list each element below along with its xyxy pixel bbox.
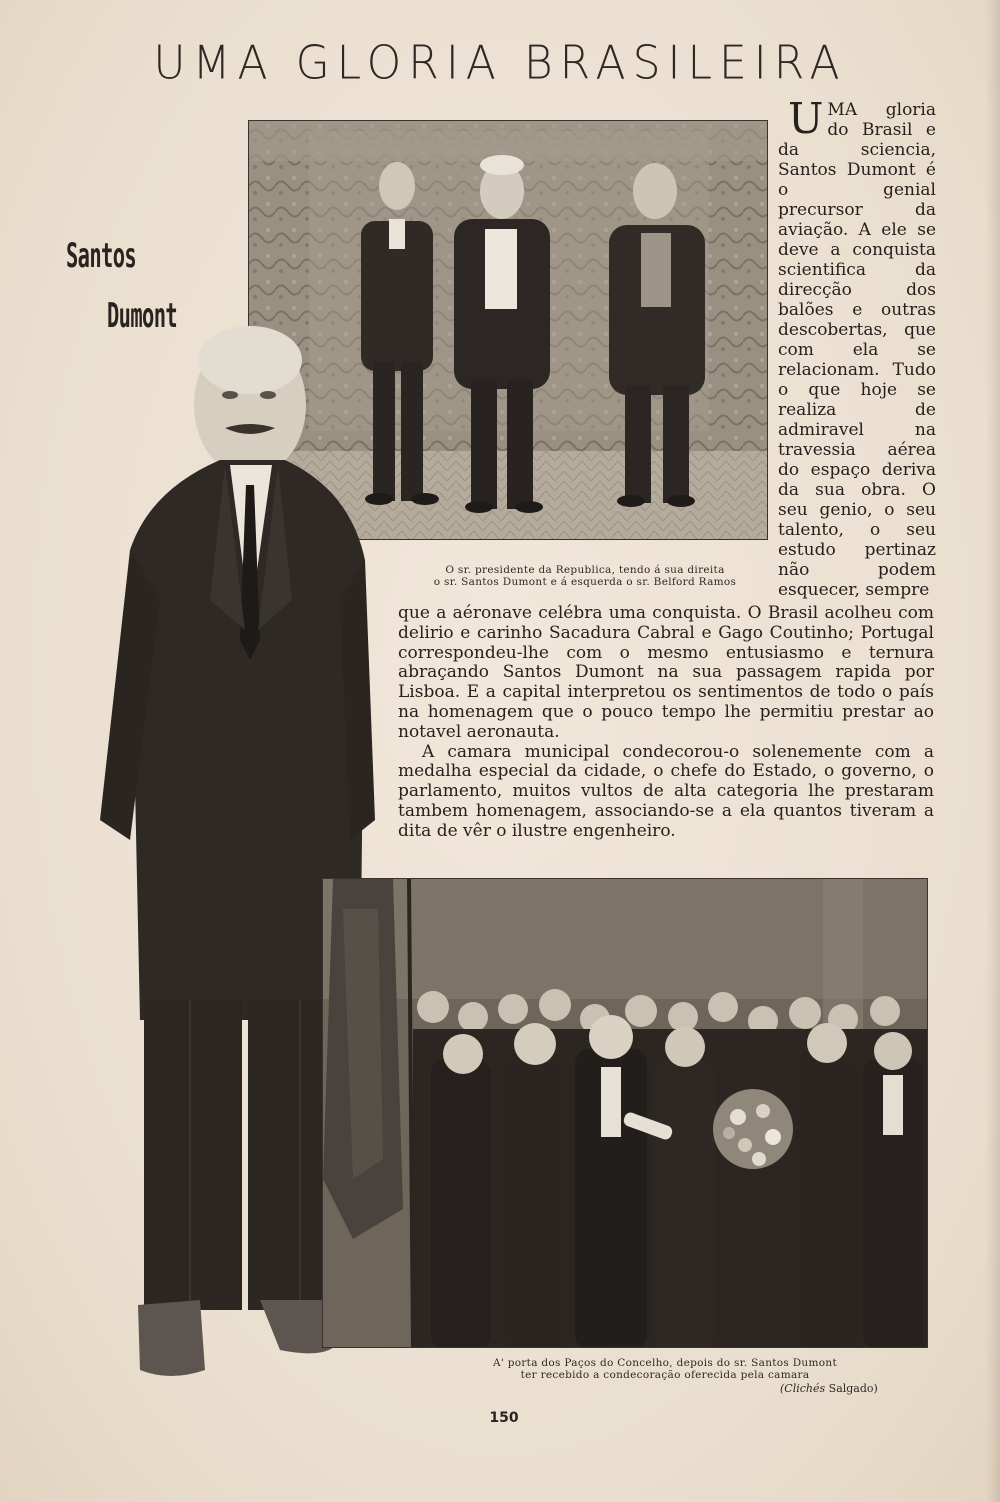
side-label-last-name: Dumont (107, 296, 178, 336)
drop-cap: U (788, 94, 824, 143)
side-label-first-name: Santos (66, 236, 137, 276)
page-title: UMA GLORIA BRASILEIRA (153, 36, 847, 91)
caption-top-line1: O sr. presidente da Republica, tendo á sua direita (445, 564, 725, 576)
article-column-text: MA gloria do Brasil e da sciencia, Santos Dumont é o genial precursor da aviação. A ele se deve a conquista scientifica da direcção dos balões e outras descobertas, que com ela se relacionam. Tudo o que hoje se realiza de admiravel na travessia aérea do espaço deriva da sua obra. O seu genio, o seu talento, o seu estudo pertinaz não podem esquecer, sempre (778, 100, 936, 600)
credit-italic: (Clichés (780, 1382, 826, 1395)
credit-name: Salgado) (828, 1382, 878, 1395)
caption-top-line2: o sr. Santos Dumont e á esquerda o sr. Belford Ramos (433, 576, 737, 588)
photo-pacos-do-concelho (322, 878, 928, 1348)
page-number: 150 (489, 1410, 519, 1426)
article-paragraph-1: que a aéronave celébra uma conquista. O Brasil acolheu com delirio e carinho Sacadura Cabral e Gago Coutinho; Portugal correspondeu-lhe com o mesmo entusiasmo e ternura abraçando Santos Dumont na sua passagem rapida por Lisboa. E a capital interpretou os sentimentos de todo o país na homenagem que o pouco tempo lhe permitiu prestar ao notavel aeronauta. (398, 603, 934, 742)
article-paragraph-2: A camara municipal condecorou-o solenemente com a medalha especial da cidade, o chefe do Estado, o governo, o parlamento, muitos vultos de alta categoria lhe prestaram tambem homenagem, associando-se a ela quantos tiveram a dita de vêr o ilustre engenheiro. (398, 741, 934, 841)
caption-bottom-photo (430, 1357, 900, 1381)
article-column (778, 94, 936, 600)
article-body (398, 604, 934, 842)
caption-top-photo (392, 564, 778, 588)
caption-bottom-line2: ter recebido a condecoração oferecida pela camara (520, 1369, 810, 1381)
caption-bottom-line1: A' porta dos Paços do Concelho, depois do sr. Santos Dumont (493, 1357, 837, 1369)
page-edge-shadow (986, 0, 1000, 1502)
photo-credit (780, 1382, 920, 1395)
